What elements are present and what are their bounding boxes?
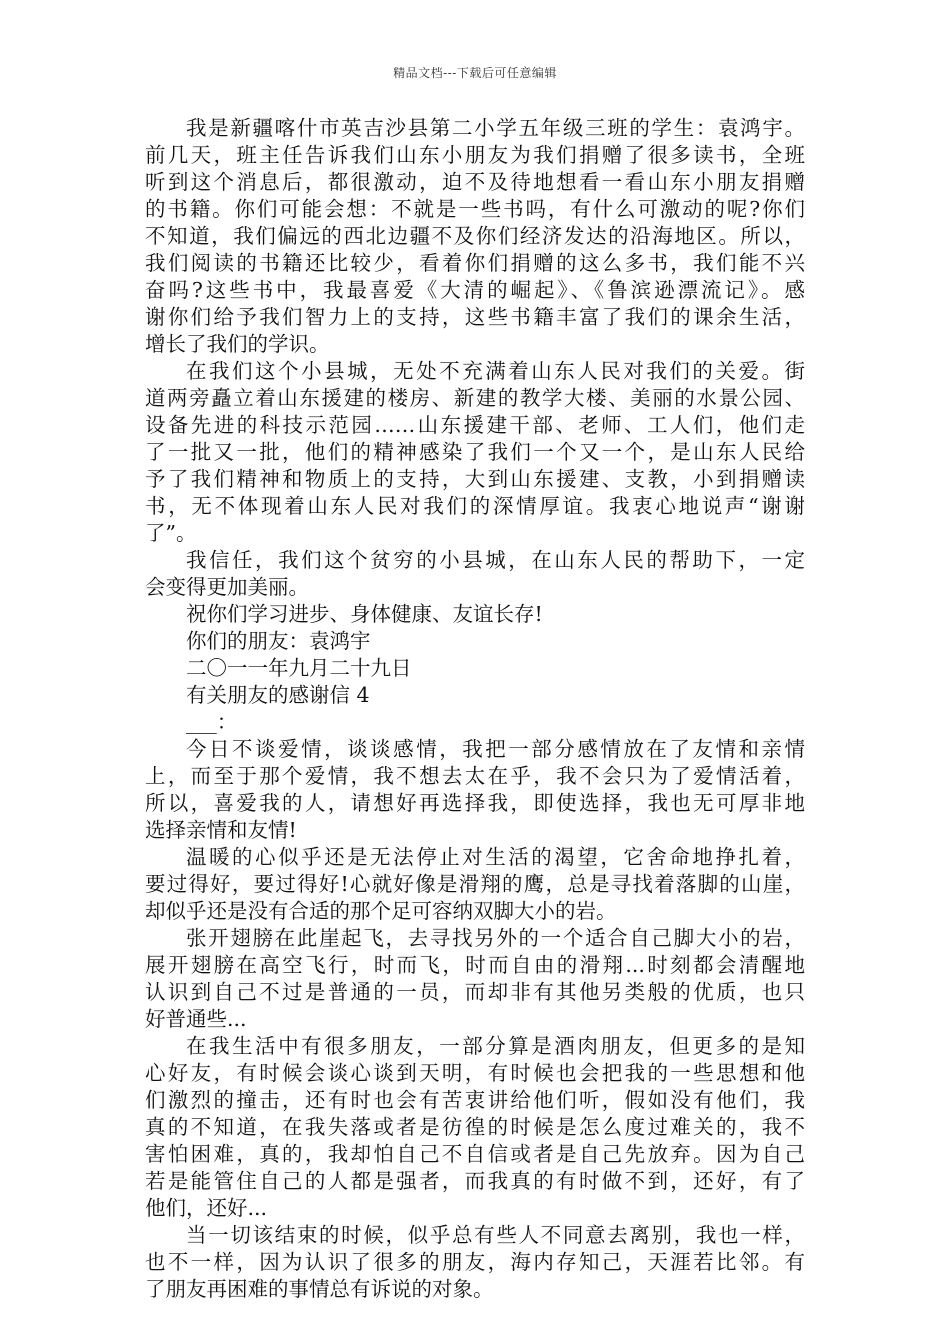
text-line: 上，而至于那个爱情，我不想去太在乎，我不会只为了爱情活着， xyxy=(145,764,805,788)
text-line: 听到这个消息后，都很激动，迫不及待地想看一看山东小朋友捐赠 xyxy=(145,170,805,194)
text-line: 在我们这个小县城，无处不充满着山东人民对我们的关爱。街 xyxy=(186,359,805,383)
text-line: 展开翅膀在高空飞行，时而飞，时而自由的滑翔...时刻都会清醒地 xyxy=(145,953,805,977)
text-line: 要过得好，要过得好!心就好像是滑翔的鹰，总是寻找着落脚的山崖， xyxy=(145,872,805,896)
text-line: 却似乎还是没有合适的那个足可容纳双脚大小的岩。 xyxy=(145,899,617,923)
text-line: 他们，还好... xyxy=(145,1196,268,1220)
text-line: 我信任，我们这个贫穷的小县城，在山东人民的帮助下，一定 xyxy=(186,548,805,572)
text-line: 书，无不体现着山东人民对我们的深情厚谊。我衷心地说声“谢谢 xyxy=(145,494,805,518)
text-line: 前几天，班主任告诉我们山东小朋友为我们捐赠了很多读书，全班 xyxy=(145,143,805,167)
text-line: 温暖的心似乎还是无法停止对生活的渴望，它舍命地挣扎着， xyxy=(186,845,805,869)
text-line: 我们阅读的书籍还比较少，看着你们捐赠的这么多书，我们能不兴 xyxy=(145,251,805,275)
text-line: ___： xyxy=(186,710,238,734)
text-line: 选择亲情和友情! xyxy=(145,818,297,842)
text-line: 认识到自己不过是普通的一员，而却非有其他另类般的优质，也只 xyxy=(145,980,805,1004)
document-body xyxy=(145,115,805,1303)
text-line: 心好友，有时候会谈心谈到天明，有时候也会把我的一些思想和他 xyxy=(145,1061,805,1085)
text-line: 谢你们给予我们智力上的支持，这些书籍丰富了我们的课余生活， xyxy=(145,305,805,329)
text-line: 今日不谈爱情，谈谈感情，我把一部分感情放在了友情和亲情 xyxy=(186,737,805,761)
text-line: 们激烈的撞击，还有时也会有苦衷讲给他们听，假如没有他们，我 xyxy=(145,1088,805,1112)
text-line: 你们的朋友：袁鸿宇 xyxy=(186,629,371,653)
text-line: 奋吗?这些书中，我最喜爱《大清的崛起》、《鲁滨逊漂流记》。感 xyxy=(145,278,805,302)
text-line: 了朋友再困难的事情总有诉说的对象。 xyxy=(145,1277,494,1301)
text-line: 我是新疆喀什市英吉沙县第二小学五年级三班的学生：袁鸿宇。 xyxy=(186,116,805,140)
text-line: 了一批又一批，他们的精神感染了我们一个又一个，是山东人民给 xyxy=(145,440,805,464)
text-line: 予了我们精神和物质上的支持，大到山东援建、支教，小到捐赠读 xyxy=(145,467,805,491)
text-line: 二〇一一年九月二十九日 xyxy=(186,656,412,680)
text-line: 祝你们学习进步、身体健康、友谊长存! xyxy=(186,602,543,626)
text-line: 的书籍。你们可能会想：不就是一些书吗，有什么可激动的呢?你们 xyxy=(145,197,805,221)
text-line: 也不一样，因为认识了很多的朋友，海内存知己，天涯若比邻。有 xyxy=(145,1250,805,1274)
text-line: 当一切该结束的时候，似乎总有些人不同意去离别，我也一样， xyxy=(186,1223,805,1247)
text-line: 害怕困难，真的，我却怕自己不自信或者是自己先放弃。因为自己 xyxy=(145,1142,805,1166)
text-line: 好普通些... xyxy=(145,1007,247,1031)
text-line: 会变得更加美丽。 xyxy=(145,575,309,599)
text-line: 设备先进的科技示范园……山东援建干部、老师、工人们，他们走 xyxy=(145,413,805,437)
text-line: 有关朋友的感谢信 4 xyxy=(186,683,370,707)
text-line: 真的不知道，在我失落或者是彷徨的时候是怎么度过难关的，我不 xyxy=(145,1115,805,1139)
text-line: 若是能管住自己的人都是强者，而我真的有时做不到，还好，有了 xyxy=(145,1169,805,1193)
text-line: 增长了我们的学识。 xyxy=(145,332,330,356)
text-line: 了”。 xyxy=(145,521,197,545)
text-line: 张开翅膀在此崖起飞，去寻找另外的一个适合自己脚大小的岩， xyxy=(186,926,805,950)
text-line: 道两旁矗立着山东援建的楼房、新建的教学大楼、美丽的水景公园、 xyxy=(145,386,805,410)
text-line: 所以，喜爱我的人，请想好再选择我，即使选择，我也无可厚非地 xyxy=(145,791,805,815)
text-line: 不知道，我们偏远的西北边疆不及你们经济发达的沿海地区。所以， xyxy=(145,224,805,248)
page-header: 精品文档---下载后可任意编辑 xyxy=(393,66,557,80)
text-line: 在我生活中有很多朋友，一部分算是酒肉朋友，但更多的是知 xyxy=(186,1034,805,1058)
